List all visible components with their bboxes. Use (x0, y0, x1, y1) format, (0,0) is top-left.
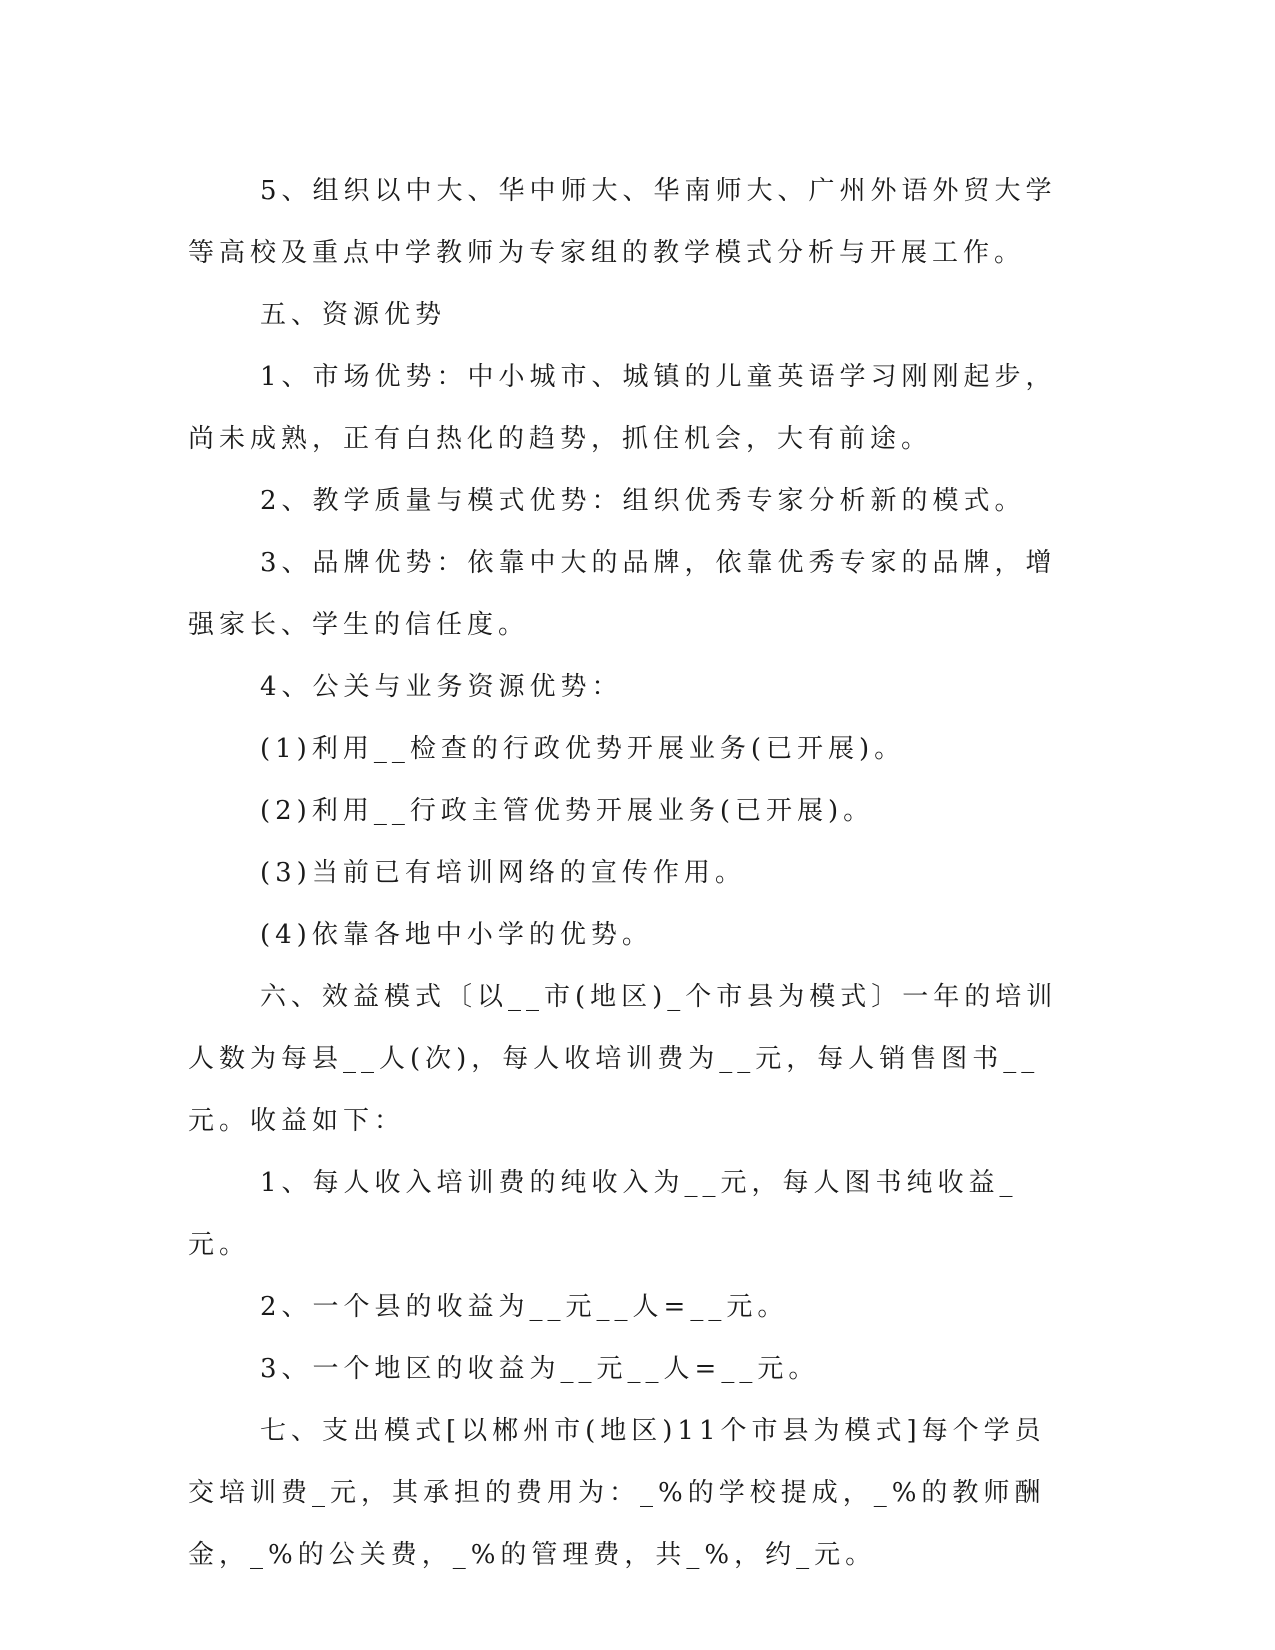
list-item-2: (2)利用__行政主管优势开展业务(已开展)。 (260, 796, 875, 826)
paragraph-market-advantage: 1、市场优势：中小城市、城镇的儿童英语学习刚刚起步，尚未成熟，正有白热化的趋势，抓住机会，大有前途。 (188, 362, 1057, 454)
section-heading-resource-advantages: 五、资源优势 (260, 300, 447, 330)
paragraph-brand-advantage: 3、品牌优势：依靠中大的品牌，依靠优秀专家的品牌，增强家长、学生的信任度。 (188, 548, 1057, 640)
paragraph-benefit-per-county: 2、一个县的收益为__元__人=__元。 (260, 1292, 789, 1322)
document-body (188, 160, 1068, 1586)
list-item-1: (1)利用__检查的行政优势开展业务(已开展)。 (260, 734, 906, 764)
paragraph-item-5-experts: 5、组织以中大、华中师大、华南师大、广州外语外贸大学等高校及重点中学教师为专家组的教学模式分析与开展工作。 (188, 176, 1057, 268)
section-heading-expense-model: 七、支出模式[以郴州市(地区)11个市县为模式]每个学员交培训费_元，其承担的费用为：_%的学校提成，_%的教师酬金，_%的公关费，_%的管理费，共_%，约_元。 (188, 1416, 1046, 1570)
paragraph-pr-business-advantage: 4、公关与业务资源优势： (260, 672, 623, 702)
section-heading-benefit-model: 六、效益模式〔以__市(地区)_个市县为模式〕一年的培训人数为每县__人(次)，每人收培训费为__元，每人销售图书__元。收益如下： (188, 982, 1058, 1136)
paragraph-teaching-quality-advantage: 2、教学质量与模式优势：组织优秀专家分析新的模式。 (260, 486, 1026, 516)
list-item-3: (3)当前已有培训网络的宣传作用。 (260, 858, 746, 888)
paragraph-benefit-per-person: 1、每人收入培训费的纯收入为__元，每人图书纯收益_元。 (188, 1168, 1018, 1260)
list-item-4: (4)依靠各地中小学的优势。 (260, 920, 653, 950)
paragraph-benefit-per-region: 3、一个地区的收益为__元__人=__元。 (260, 1354, 820, 1384)
